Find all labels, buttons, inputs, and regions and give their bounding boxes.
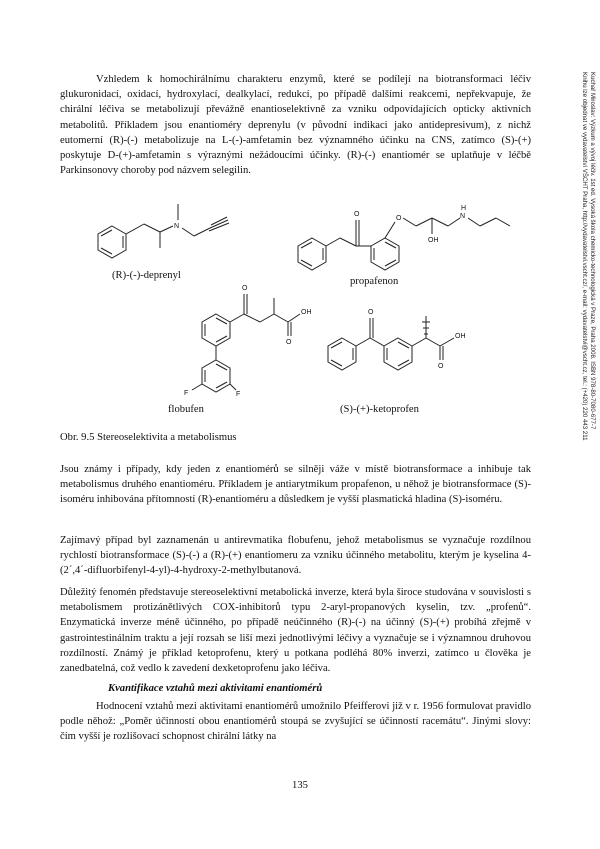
propafenon-structure bbox=[298, 205, 510, 270]
ketoprofen-hydroxyl: OH bbox=[455, 333, 466, 340]
fluorine-2: F bbox=[236, 391, 241, 398]
fluorine-1: F bbox=[184, 390, 189, 397]
page-number: 135 bbox=[292, 780, 308, 791]
ketoprofen-acid-oxygen: O bbox=[438, 363, 444, 370]
citation-line-1: Kuchař Miroslav: Výzkum a vývoj léčiv. 1st ed. Vysoká škola chemicko-technologická v Praze, Praha 2008. ISBN 978-80-7080-677-7 bbox=[589, 72, 596, 430]
carbonyl-oxygen: O bbox=[354, 211, 360, 218]
hydroxyl-propafenon: OH bbox=[428, 237, 439, 244]
ketoprofen-oxygen: O bbox=[368, 309, 374, 316]
amine-hydrogen: H bbox=[461, 205, 467, 212]
ketoprofen-structure bbox=[328, 309, 466, 370]
label-ketoprofen: (S)-(+)-ketoprofen bbox=[340, 404, 419, 415]
flobufen-hydroxyl: OH bbox=[301, 309, 312, 316]
nitrogen-atom: N bbox=[174, 223, 180, 230]
figure-structures bbox=[60, 190, 540, 420]
paragraph-5: Hodnocení vztahů mezi aktivitami enantiomérů umožnilo Pfeifferovi již v r. 1956 formulovat pravidlo podle něhož: „Poměr účinností obou enantiomérů stoupá se zvyšující se účinností racemátu“. Jinými slovy: čím vyšší je rozlišovací schopnost chirální látky na bbox=[60, 701, 531, 743]
citation-line-2: Knihu lze objednat ve vydavatelství VŠCHT Praha, http://vydavatelstvi.vscht.cz/, e-mail: vydavatelstvi@vscht.cz, tel.: (+420) 220 443 211 bbox=[580, 72, 588, 441]
flobufen-acid-oxygen: O bbox=[286, 339, 292, 346]
label-flobufen: flobufen bbox=[168, 404, 204, 415]
figure-caption: Obr. 9.5 Stereoselektivita a metabolismus bbox=[60, 432, 237, 443]
label-deprenyl: (R)-(-)-deprenyl bbox=[112, 270, 181, 281]
label-propafenon: propafenon bbox=[350, 276, 399, 287]
deprenyl-structure bbox=[98, 204, 229, 258]
citation-sidebar bbox=[578, 72, 598, 722]
paragraph-intro: Vzhledem k homochirálnímu charakteru enzymů, které se podílejí na biotransformaci léčiv glukuronidací, oxidací, hydroxylací, dealkylací, redukcí, po případě dalšími reakcemi, nepřekvapuje, že chirální léčiva se metabolizují převážně enantioselektivně za vzniku odpovídajících opticky aktivních metabolitů. Příkladem jsou enantioméry deprenylu (v původní indikaci jako antidepresivum), z nichž eutomerní (R)-(-) metabolizuje na L-(-)-amfetamin bez významného účinku na CNS, zatímco (S)-(+) poskytuje D-(+)-amfetamin s výraznými nežádoucími účinky. (R)-(-) enantiomér se uplatňuje v léčbě Parkinsonovy choroby pod názvem selegilin. bbox=[60, 74, 531, 177]
flobufen-structure bbox=[184, 285, 312, 398]
paragraph-3: Zajímavý případ byl zaznamenán u antirevmatika flobufenu, jehož metabolismus se vyznačuje rozdílnou rychlostí biotransformace (S)-(-) a (R)-(+) enantiomeru za vzniku účinného metabolitu, kterým je kyselina 4-(2´,4´-difluorbifenyl-4-yl)-4-hydroxy-2-methylbutanová. bbox=[60, 535, 531, 577]
section-heading: Kvantifikace vztahů mezi aktivitami enantiomérů bbox=[108, 683, 323, 694]
flobufen-oxygen: O bbox=[242, 285, 248, 292]
amine-nitrogen: N bbox=[460, 213, 466, 220]
paragraph-2: Jsou známy i případy, kdy jeden z enantiomérů se silněji váže v místě biotransformace a inhibuje tak metabolismus druhého enantioméru. Příkladem je antiarytmikum propafenon, u něhož je biotransformace (S)-isoméru inhibována přítomností (R)-enantioméru a důsledkem je vyšší plasmatická hladina (S)-isoméru. bbox=[60, 464, 531, 506]
ether-oxygen: O bbox=[396, 215, 402, 222]
paragraph-4: Důležitý fenomén představuje stereoselektivní metabolická inverze, která byla široce studována v souvislosti s metabolismem protizánětlivých COX-inhibitorů typu 2-aryl-propanových kyselin, tzv. „profenů“. Enzymatická inverze méně účinného, po případě neúčinného (R)-(-) na účinný (S)-(+) probíhá zřejmě v gastrointestinálním traktu a její rozsah se liší mezi jednotlivými léčivy a vyznačuje se i významnou druhovou rozdílností. Známý je příklad ketoprofenu, který u potkana podléhá 80% inverzi, zatímco u člověka je zanedbatelná, což vedlo k zavedení dexketoprofenu jako léčiva. bbox=[60, 587, 531, 675]
